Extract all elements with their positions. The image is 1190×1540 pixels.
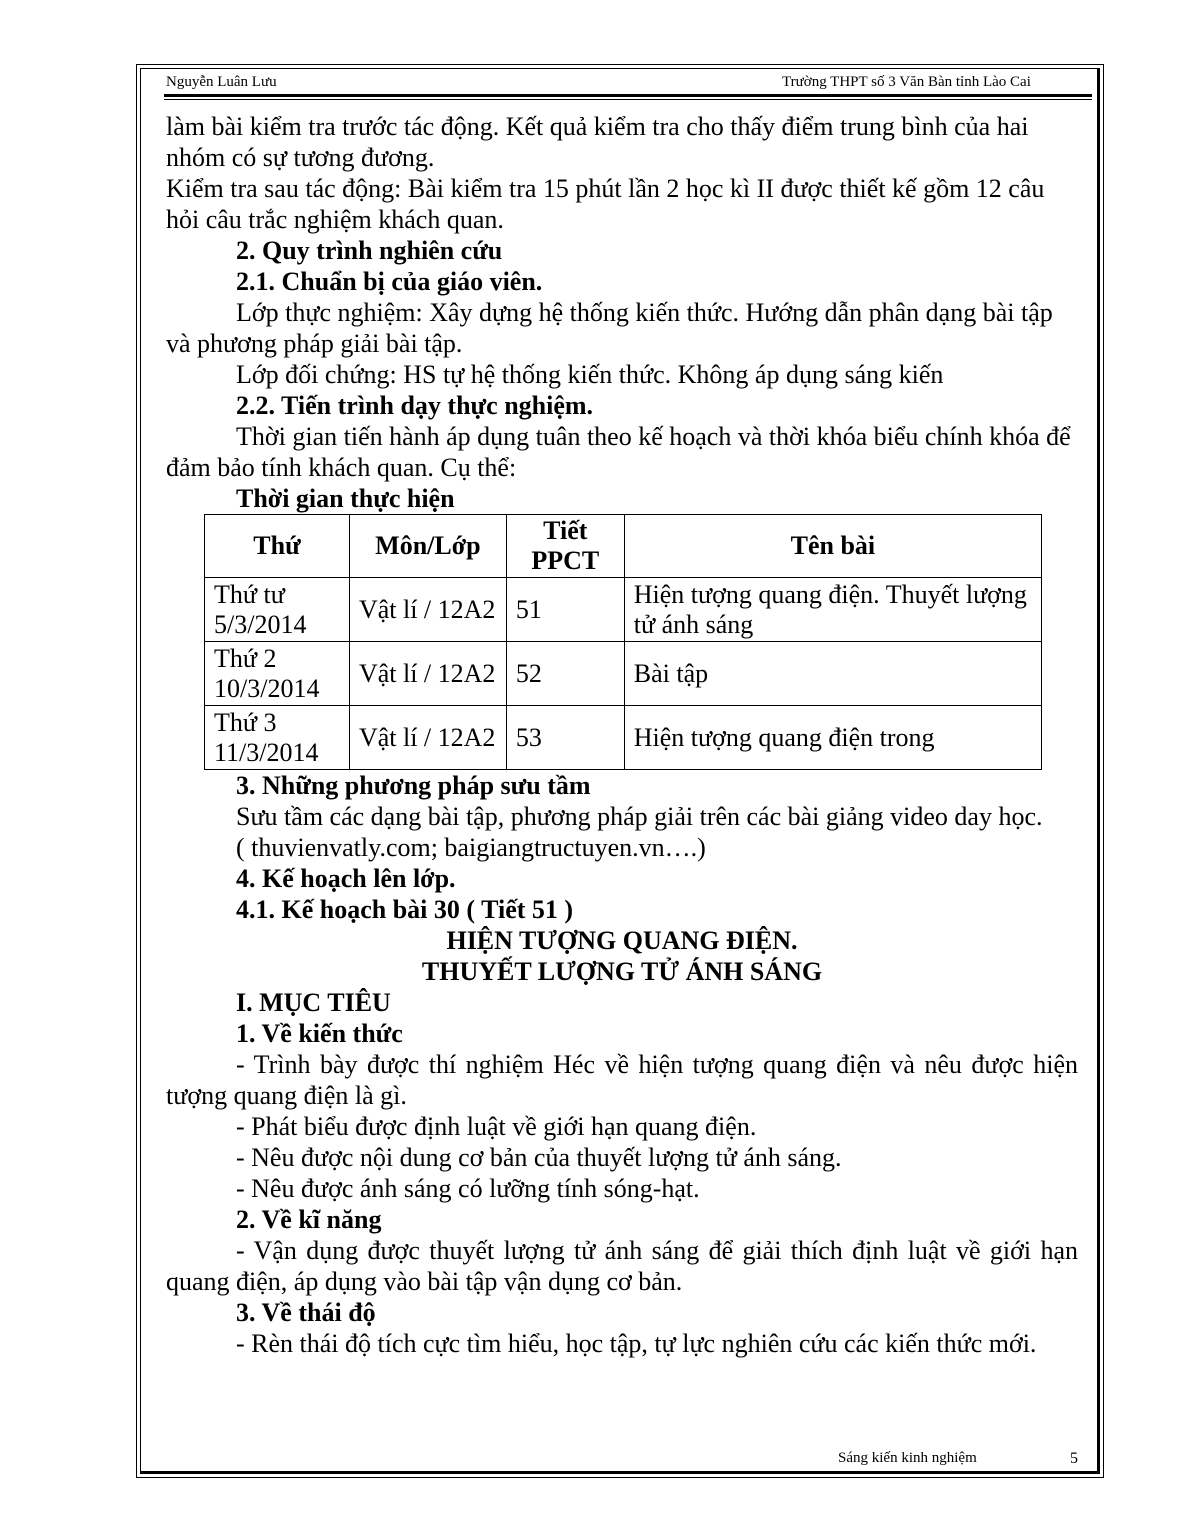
cell-period: 51 [506, 578, 624, 642]
column-header: Tiết PPCT [506, 515, 624, 578]
cell-subject: Vật lí / 12A2 [349, 706, 506, 770]
column-header: Môn/Lớp [349, 515, 506, 578]
column-header: Thứ [205, 515, 350, 578]
lesson-title: THUYẾT LƯỢNG TỬ ÁNH SÁNG [421, 957, 823, 986]
list-item: - Vận dụng được thuyết lượng tử ánh sáng để giải thích định luật về giới hạn quang điện, áp dụng vào bài tập vận dụng cơ bản. [166, 1236, 1078, 1296]
cell-day: Thứ 2 10/3/2014 [205, 642, 350, 706]
document-body [166, 111, 1078, 1359]
lesson-title: HIỆN TƯỢNG QUANG ĐIỆN. [446, 926, 798, 955]
cell-period: 53 [506, 706, 624, 770]
cell-subject: Vật lí / 12A2 [349, 578, 506, 642]
section-heading: 2. Về kĩ năng [236, 1205, 382, 1234]
column-header: Tên bài [624, 515, 1041, 578]
paragraph: Kiểm tra sau tác động: Bài kiểm tra 15 phút lần 2 học kì II được thiết kế gồm 12 câu hỏi câu trắc nghiệm khách quan. [166, 174, 1045, 234]
header-author: Nguyễn Luân Lưu [166, 74, 277, 90]
footer-label: Sáng kiến kinh nghiệm [838, 1450, 977, 1466]
cell-lesson: Hiện tượng quang điện trong [624, 706, 1041, 770]
list-item: - Nêu được ánh sáng có lưỡng tính sóng-hạt. [236, 1174, 700, 1203]
paragraph: Sưu tầm các dạng bài tập, phương pháp giải trên các bài giảng video day học. [236, 802, 1043, 831]
cell-day: Thứ tư 5/3/2014 [205, 578, 350, 642]
paragraph: Lớp đối chứng: HS tự hệ thống kiến thức. Không áp dụng sáng kiến [236, 360, 944, 389]
section-heading: I. MỤC TIÊU [236, 988, 391, 1017]
cell-lesson: Hiện tượng quang điện. Thuyết lượng tử ánh sáng [624, 578, 1041, 642]
table-row [205, 578, 1042, 642]
section-heading: 3. Những phương pháp sưu tầm [236, 771, 591, 800]
section-heading: 3. Về thái độ [236, 1298, 376, 1327]
table-header-row [205, 515, 1042, 578]
schedule-table [204, 514, 1042, 770]
section-heading: 1. Về kiến thức [236, 1019, 403, 1048]
table-title: Thời gian thực hiện [236, 484, 455, 513]
header-school: Trường THPT số 3 Văn Bàn tỉnh Lào Cai [782, 74, 1031, 90]
list-item: - Nêu được nội dung cơ bản của thuyết lượng tử ánh sáng. [236, 1143, 842, 1172]
list-item: - Trình bày được thí nghiệm Héc về hiện tượng quang điện và nêu được hiện tượng quang điện là gì. [166, 1050, 1078, 1110]
table-row [205, 706, 1042, 770]
paragraph: ( thuvienvatly.com; baigiangtructuyen.vn….) [236, 833, 706, 862]
section-heading: 2. Quy trình nghiên cứu [236, 236, 503, 265]
paragraph: Thời gian tiến hành áp dụng tuân theo kế hoạch và thời khóa biểu chính khóa để đảm bảo tính khách quan. Cụ thể: [166, 422, 1071, 482]
section-heading: 2.2. Tiến trình dạy thực nghiệm. [236, 391, 594, 420]
cell-period: 52 [506, 642, 624, 706]
cell-subject: Vật lí / 12A2 [349, 642, 506, 706]
paragraph: làm bài kiểm tra trước tác động. Kết quả kiểm tra cho thấy điểm trung bình của hai nhóm có sự tương đương. [166, 112, 1029, 172]
section-heading: 4.1. Kế hoạch bài 30 ( Tiết 51 ) [236, 895, 574, 924]
section-heading: 2.1. Chuẩn bị của giáo viên. [236, 267, 543, 296]
list-item: - Phát biểu được định luật về giới hạn quang điện. [236, 1112, 757, 1141]
header-rule-thin [164, 99, 1092, 100]
paragraph: Lớp thực nghiệm: Xây dựng hệ thống kiến thức. Hướng dẫn phân dạng bài tập và phương pháp giải bài tập. [166, 298, 1053, 358]
table-row [205, 642, 1042, 706]
header-rule-thick [164, 94, 1092, 97]
list-item: - Rèn thái độ tích cực tìm hiểu, học tập, tự lực nghiên cứu các kiến thức mới. [236, 1329, 1037, 1358]
cell-day: Thứ 3 11/3/2014 [205, 706, 350, 770]
section-heading: 4. Kế hoạch lên lớp. [236, 864, 456, 893]
page-number: 5 [1070, 1450, 1078, 1467]
cell-lesson: Bài tập [624, 642, 1041, 706]
